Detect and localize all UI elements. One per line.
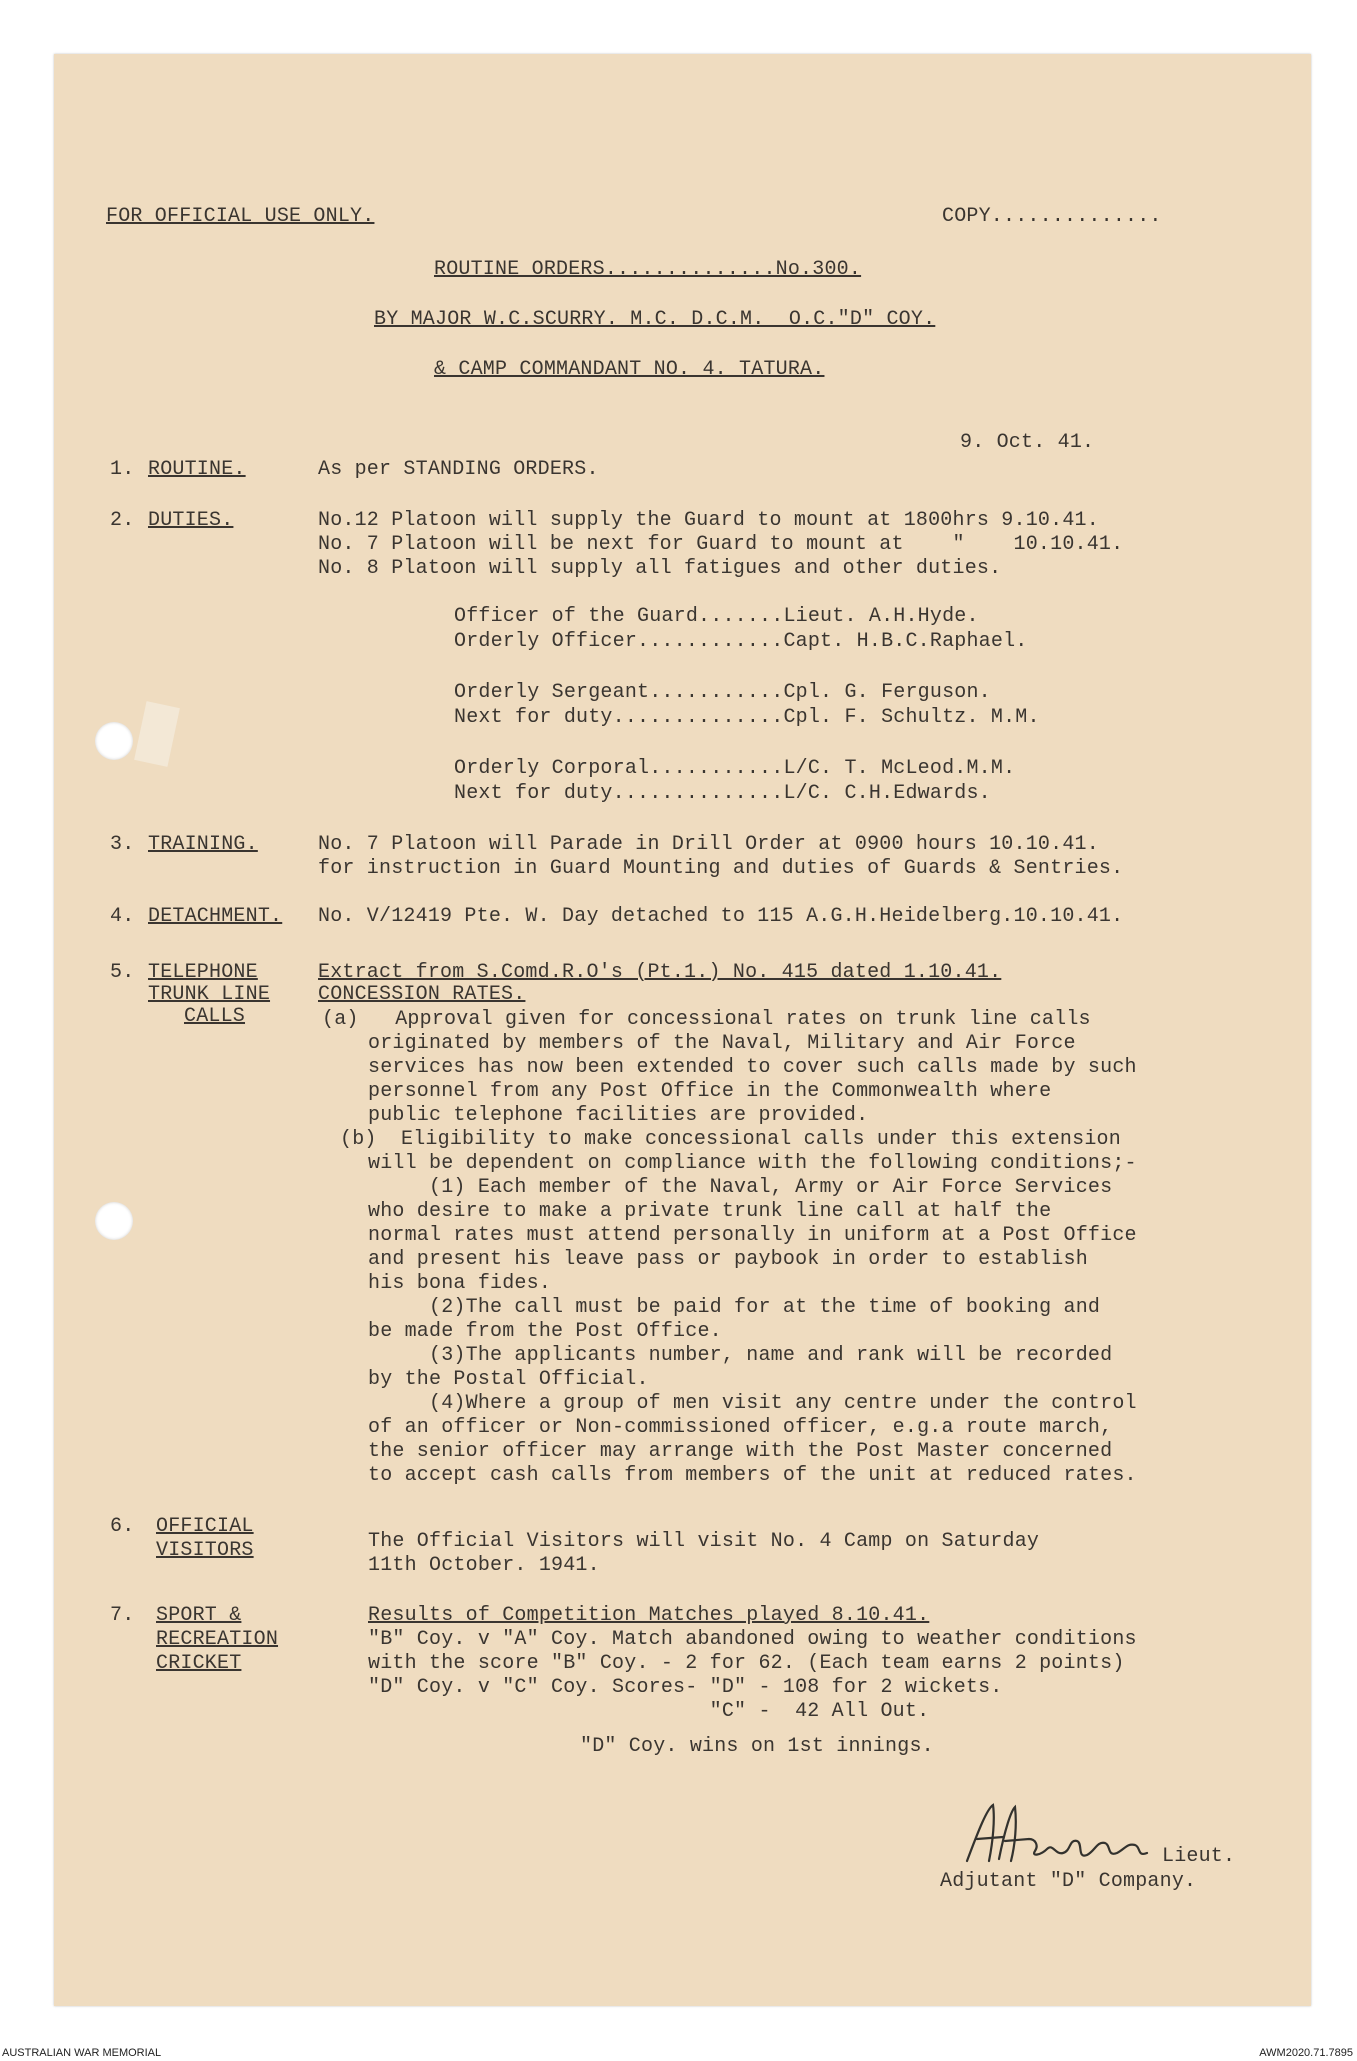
item-line: No. 7 Platoon will Parade in Drill Order at 0900 hours 10.10.41. <box>318 833 1099 856</box>
item-heading: TRUNK LINE <box>148 983 271 1006</box>
concession-line: by the Postal Official. <box>368 1368 649 1391</box>
concession-line: the senior officer may arrange with the Post Master concerned <box>368 1440 1113 1463</box>
concession-line: his bona fides. <box>368 1272 552 1295</box>
item-line: No. V/12419 Pte. W. Day detached to 115 A.G.H.Heidelberg.10.10.41. <box>318 905 1124 928</box>
concession-line: normal rates must attend personally in uniform at a Post Office <box>368 1224 1137 1247</box>
item-number: 7. <box>110 1604 135 1627</box>
item-number: 2. <box>110 509 135 532</box>
item-heading: OFFICIAL <box>156 1515 254 1538</box>
item-line: "D" Coy. wins on 1st innings. <box>580 1735 934 1758</box>
item-heading: CRICKET <box>156 1652 242 1675</box>
concession-line: (1) Each member of the Naval, Army or Air Force Services <box>368 1176 1113 1199</box>
item-heading: CALLS <box>184 1005 246 1028</box>
item-number: 1. <box>110 458 135 481</box>
concession-line: services has now been extended to cover such calls made by such <box>368 1056 1137 1079</box>
item-number: 3. <box>110 833 135 856</box>
item-line: Results of Competition Matches played 8.10.41. <box>368 1604 930 1627</box>
roster-line: Orderly Corporal...........L/C. T. McLeod.M.M. <box>454 757 1016 780</box>
classification-label: FOR OFFICIAL USE ONLY. <box>106 205 375 228</box>
item-line: Extract from S.Comd.R.O's (Pt.1.) No. 415 dated 1.10.41. <box>318 961 1002 984</box>
item-line: with the score "B" Coy. - 2 for 62. (Each team earns 2 points) <box>368 1652 1125 1675</box>
item-number: 4. <box>110 905 135 928</box>
orders-title: ROUTINE ORDERS..............No.300. <box>434 258 862 281</box>
concession-line: (3)The applicants number, name and rank will be recorded <box>368 1344 1113 1367</box>
item-heading: DUTIES. <box>148 509 234 532</box>
item-line: No. 8 Platoon will supply all fatigues and other duties. <box>318 557 1002 580</box>
item-line: No.12 Platoon will supply the Guard to mount at 1800hrs 9.10.41. <box>318 509 1099 532</box>
roster-line: Orderly Sergeant...........Cpl. G. Ferguson. <box>454 681 991 704</box>
item-line: "B" Coy. v "A" Coy. Match abandoned owing to weather conditions <box>368 1628 1137 1651</box>
concession-line: public telephone facilities are provided. <box>368 1104 869 1127</box>
punch-hole <box>95 1202 133 1240</box>
roster-line: Next for duty..............Cpl. F. Schultz. M.M. <box>454 706 1040 729</box>
concession-line: will be dependent on compliance with the following conditions;- <box>368 1152 1137 1175</box>
signatory-title: Adjutant "D" Company. <box>940 1870 1197 1893</box>
signatory-rank: Lieut. <box>1162 1845 1236 1868</box>
paper-tear <box>134 701 180 767</box>
item-line: 11th October. 1941. <box>368 1554 600 1577</box>
item-heading: TELEPHONE <box>148 961 258 984</box>
roster-line: Next for duty..............L/C. C.H.Edwards. <box>454 782 991 805</box>
concession-line: (b) Eligibility to make concessional calls under this extension <box>340 1128 1121 1151</box>
roster-line: Orderly Officer............Capt. H.B.C.Raphael. <box>454 630 1028 653</box>
roster-line: Officer of the Guard.......Lieut. A.H.Hyde. <box>454 605 979 628</box>
punch-hole <box>95 722 133 760</box>
item-line: The Official Visitors will visit No. 4 Camp on Saturday <box>368 1530 1040 1553</box>
concession-line: (4)Where a group of men visit any centre under the control <box>368 1392 1137 1415</box>
item-heading: VISITORS <box>156 1539 254 1562</box>
item-heading: SPORT & <box>156 1604 242 1627</box>
concession-line: of an officer or Non-commissioned officer, e.g.a route march, <box>368 1416 1113 1439</box>
document-page <box>54 54 1311 2006</box>
item-number: 6. <box>110 1515 135 1538</box>
item-heading: DETACHMENT. <box>148 905 283 928</box>
item-number: 5. <box>110 961 135 984</box>
item-heading: RECREATION <box>156 1628 279 1651</box>
item-line: CONCESSION RATES. <box>318 983 526 1006</box>
concession-line: who desire to make a private trunk line call at half the <box>368 1200 1052 1223</box>
item-line: "C" - 42 All Out. <box>368 1700 930 1723</box>
item-line: As per STANDING ORDERS. <box>318 458 599 481</box>
camp-line: & CAMP COMMANDANT NO. 4. TATURA. <box>434 358 825 381</box>
concession-line: be made from the Post Office. <box>368 1320 722 1343</box>
order-date: 9. Oct. 41. <box>960 431 1095 454</box>
item-line: "D" Coy. v "C" Coy. Scores- "D" - 108 for 2 wickets. <box>368 1676 1003 1699</box>
item-line: for instruction in Guard Mounting and duties of Guards & Sentries. <box>318 857 1124 880</box>
concession-line: originated by members of the Naval, Military and Air Force <box>368 1032 1076 1055</box>
concession-line: and present his leave pass or paybook in order to establish <box>368 1248 1088 1271</box>
item-heading: ROUTINE. <box>148 458 246 481</box>
concession-line: (a) Approval given for concessional rates on trunk line calls <box>322 1008 1091 1031</box>
item-line: No. 7 Platoon will be next for Guard to mount at " 10.10.41. <box>318 533 1124 556</box>
copy-label: COPY.............. <box>942 205 1162 228</box>
footer-archive-name: AUSTRALIAN WAR MEMORIAL <box>2 2047 162 2059</box>
by-line: BY MAJOR W.C.SCURRY. M.C. D.C.M. O.C."D" COY. <box>374 308 936 331</box>
concession-line: (2)The call must be paid for at the time of booking and <box>368 1296 1101 1319</box>
concession-line: to accept cash calls from members of the unit at reduced rates. <box>368 1464 1137 1487</box>
footer-accession-number: AWM2020.71.7895 <box>1259 2047 1353 2059</box>
concession-line: personnel from any Post Office in the Commonwealth where <box>368 1080 1052 1103</box>
item-heading: TRAINING. <box>148 833 258 856</box>
